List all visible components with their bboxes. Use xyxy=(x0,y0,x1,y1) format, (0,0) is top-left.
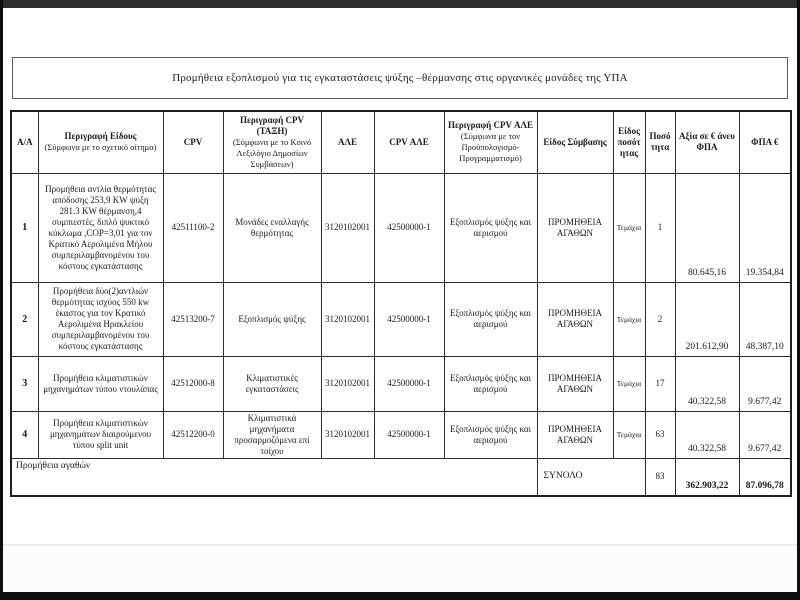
cell-cpv-ale-description: Εξοπλισμός ψύξης και αερισμού xyxy=(444,173,537,282)
header-label: Αξία σε € άνευ ΦΠΑ xyxy=(679,131,735,153)
page-break-line xyxy=(3,544,797,546)
procurement-table xyxy=(10,110,792,497)
header-label: Ποσότητα xyxy=(649,131,671,153)
cell-cpv: 42513200-7 xyxy=(163,282,223,356)
cell-ale: 3120102001 xyxy=(321,282,374,356)
cell-vat: 9.677,42 xyxy=(739,356,791,411)
cell-vat: 9.677,42 xyxy=(739,411,791,458)
header-cell-contract-type xyxy=(537,111,613,173)
header-label: Περιγραφή CPV ΑΛΕ xyxy=(447,120,534,131)
cell-value: 80.645,16 xyxy=(675,173,739,282)
header-label: ΑΛΕ xyxy=(338,136,357,147)
cell-quantity: 2 xyxy=(645,282,675,356)
cell-vat: 48.387,10 xyxy=(739,282,791,356)
table-footer-row xyxy=(11,458,791,496)
cell-item-description: Προμήθεια αντλία θερμότητας απόδοσης 253,9 KW ψύξη 281.3 KW θέρμανση,4 συμπιεστές, διπλό ψυκτικό κύκλωμα ,COP=3,01 για τον Κρατικό Αερολιμένα Μήλου συμπεριλαμβανομένου του κόστους εγκατάστασης xyxy=(38,173,163,282)
table-row xyxy=(11,173,791,282)
footer-vat-cell: 87.096,78 xyxy=(739,458,791,496)
cell-cpv-ale: 42500000-1 xyxy=(374,282,444,356)
header-cell-cpv-ale xyxy=(374,111,444,173)
header-cell-item-description xyxy=(38,111,163,173)
cell-quantity-type: Τεμάχια xyxy=(613,173,645,282)
header-label: CPV xyxy=(183,136,203,147)
viewer-top-bar xyxy=(0,0,800,8)
cell-quantity: 1 xyxy=(645,173,675,282)
header-cell-cpv-ale-description xyxy=(444,111,537,173)
cell-quantity-type: Τεμάχια xyxy=(613,411,645,458)
header-cell-aa xyxy=(11,111,38,173)
header-label: Είδος Σύμβασης xyxy=(543,136,607,147)
footer-total-label-cell: ΣΥΝΟΛΟ xyxy=(537,458,645,496)
header-label: Περιγραφή CPV (ΤΑΞΗ) xyxy=(240,114,304,136)
cell-cpv: 42512000-8 xyxy=(163,356,223,411)
cell-value: 40.322,58 xyxy=(675,356,739,411)
cell-item-description: Προμήθεια δύο(2)αντλιών θερμότητας ισχύος 550 kw έκαστος για τον Κρατικό Αερολιμένα Ηρακλείου συμπεριλαμβανομένου του κόστους εγκατάστασης xyxy=(38,282,163,356)
header-subtext: (Σύμφωνα με το Κοινό Λεξιλόγιο Δημοσίων Συμβάσεων) xyxy=(232,136,312,169)
cell-aa: 1 xyxy=(11,173,38,282)
cell-vat: 19.354,84 xyxy=(739,173,791,282)
cell-cpv-description: Κλιματιστικά μηχανήματα προσαρμοζόμενα επί τοίχου xyxy=(223,411,321,458)
cell-value: 201.612,90 xyxy=(675,282,739,356)
cell-quantity-type: Τεμάχια xyxy=(613,356,645,411)
next-page-area xyxy=(3,546,797,592)
document-title: Προμήθεια εξοπλισμού για τις εγκαταστάσεις ψύξης –θέρμανσης στις οργανικές μονάδες της ΥΠΑ xyxy=(172,72,628,84)
table-row xyxy=(11,411,791,458)
footer-value-cell: 362.903,22 xyxy=(675,458,739,496)
cell-ale: 3120102001 xyxy=(321,411,374,458)
cell-cpv-description: Κλιματιστικές εγκαταστάσεις xyxy=(223,356,321,411)
cell-contract-type: ΠΡΟΜΗΘΕΙΑ ΑΓΑΘΩΝ xyxy=(537,173,613,282)
viewer-bottom-bar xyxy=(0,592,800,600)
cell-cpv-ale-description: Εξοπλισμός ψύξης και αερισμού xyxy=(444,356,537,411)
cell-ale: 3120102001 xyxy=(321,356,374,411)
cell-aa: 4 xyxy=(11,411,38,458)
header-subtext: (Σύμφωνα με το σχετικό αίτημα) xyxy=(44,142,157,153)
header-cell-vat xyxy=(739,111,791,173)
header-cell-cpv xyxy=(163,111,223,173)
cell-item-description: Προμήθεια κλιματιστικών μηχανημάτων διαιρούμενου τύπου split unit xyxy=(38,411,163,458)
cell-cpv-ale-description: Εξοπλισμός ψύξης και αερισμού xyxy=(444,411,537,458)
header-label: Α/Α xyxy=(17,136,33,147)
header-cell-value xyxy=(675,111,739,173)
cell-quantity: 17 xyxy=(645,356,675,411)
header-label: Είδος ποσότητας xyxy=(617,125,641,158)
header-cell-ale xyxy=(321,111,374,173)
header-label: Περιγραφή Είδους xyxy=(64,131,137,142)
cell-aa: 2 xyxy=(11,282,38,356)
cell-cpv-ale: 42500000-1 xyxy=(374,173,444,282)
header-subtext: (Σύμφωνα με τον Προϋπολογισμό- Προγραμματισμό) xyxy=(459,131,522,164)
header-label: ΦΠΑ € xyxy=(751,136,779,147)
footer-quantity-cell: 83 xyxy=(645,458,675,496)
cell-ale: 3120102001 xyxy=(321,173,374,282)
cell-cpv-description: Εξοπλισμός ψύξης xyxy=(223,282,321,356)
document-title-box xyxy=(12,57,788,99)
cell-contract-type: ΠΡΟΜΗΘΕΙΑ ΑΓΑΘΩΝ xyxy=(537,411,613,458)
table-header-row xyxy=(11,111,791,173)
table-row xyxy=(11,356,791,411)
footer-label-cell: Προμήθεια αγαθών xyxy=(11,458,537,496)
cell-cpv-ale: 42500000-1 xyxy=(374,356,444,411)
cell-contract-type: ΠΡΟΜΗΘΕΙΑ ΑΓΑΘΩΝ xyxy=(537,282,613,356)
cell-cpv-ale-description: Εξοπλισμός ψύξης και αερισμού xyxy=(444,282,537,356)
table-row xyxy=(11,282,791,356)
cell-aa: 3 xyxy=(11,356,38,411)
cell-cpv: 42512200-0 xyxy=(163,411,223,458)
cell-cpv: 42511100-2 xyxy=(163,173,223,282)
cell-cpv-description: Μονάδες εναλλαγής θερμότητας xyxy=(223,173,321,282)
header-label: CPV ΑΛΕ xyxy=(389,136,429,147)
header-cell-cpv-description xyxy=(223,111,321,173)
cell-item-description: Προμήθεια κλιματιστικών μηχανημάτων τύπου ντουλάπας xyxy=(38,356,163,411)
cell-quantity: 63 xyxy=(645,411,675,458)
cell-value: 40.322,58 xyxy=(675,411,739,458)
viewer-left-edge xyxy=(0,0,3,600)
cell-cpv-ale: 42500000-1 xyxy=(374,411,444,458)
cell-quantity-type: Τεμάχια xyxy=(613,282,645,356)
header-cell-quantity xyxy=(645,111,675,173)
header-cell-quantity-type xyxy=(613,111,645,173)
cell-contract-type: ΠΡΟΜΗΘΕΙΑ ΑΓΑΘΩΝ xyxy=(537,356,613,411)
